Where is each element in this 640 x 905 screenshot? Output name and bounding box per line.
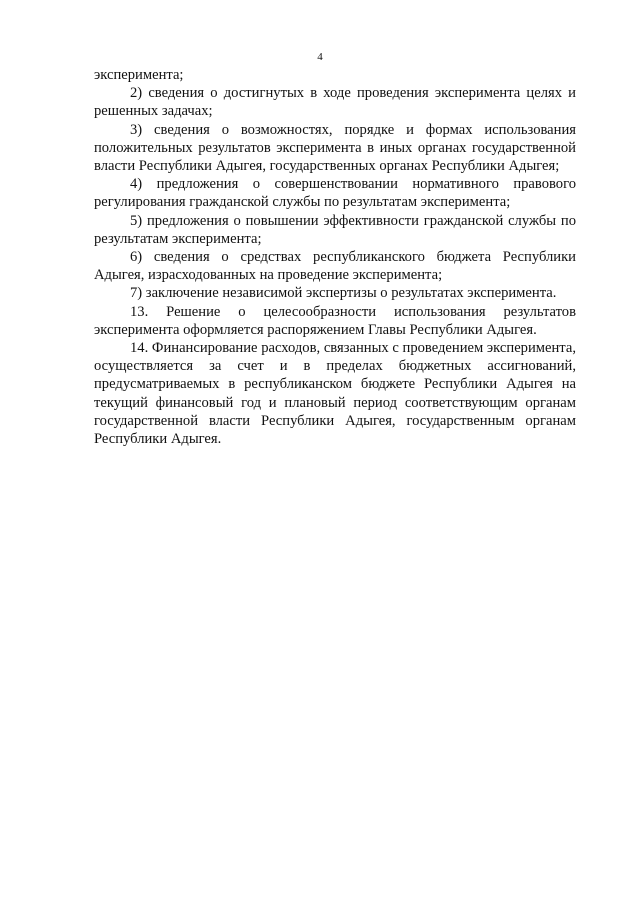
paragraph-item-7: 7) заключение независимой экспертизы о результатах эксперимента. — [130, 285, 557, 302]
paragraph-item-6: 6) сведения о средствах республиканского бюджета Республики Адыгея, израсходованных на проведение эксперимента; — [94, 249, 576, 284]
paragraph-clause-13: 13. Решение о целесообразности использования результатов эксперимента оформляется распоряжением Главы Республики Адыгея. — [94, 303, 576, 338]
document-body — [94, 66, 576, 448]
paragraph-item-4: 4) предложения о совершенствовании нормативного правового регулирования гражданской службы по результатам эксперимента; — [94, 176, 576, 211]
paragraph-item-5: 5) предложения о повышении эффективности гражданской службы по результатам эксперимента; — [94, 212, 576, 247]
page-number: 4 — [317, 51, 323, 63]
paragraph-continuation: эксперимента; — [94, 67, 184, 83]
paragraph-item-2: 2) сведения о достигнутых в ходе проведения эксперимента целях и решенных задачах; — [94, 85, 576, 120]
paragraph-clause-14: 14. Финансирование расходов, связанных с проведением эксперимента, осуществляется за счет и в пределах бюджетных ассигнований, предусматриваемых в республиканском бюджете Республики Адыгея на текущий финансовый год и плановый период соответствующим органам государственной власти Республики Адыгея, государственным органам Республики Адыгея. — [94, 340, 576, 448]
paragraph-item-3: 3) сведения о возможностях, порядке и формах использования положительных результатов эксперимента в иных органах государственной власти Республики Адыгея, государственных органах Республики Адыгея; — [94, 121, 576, 175]
